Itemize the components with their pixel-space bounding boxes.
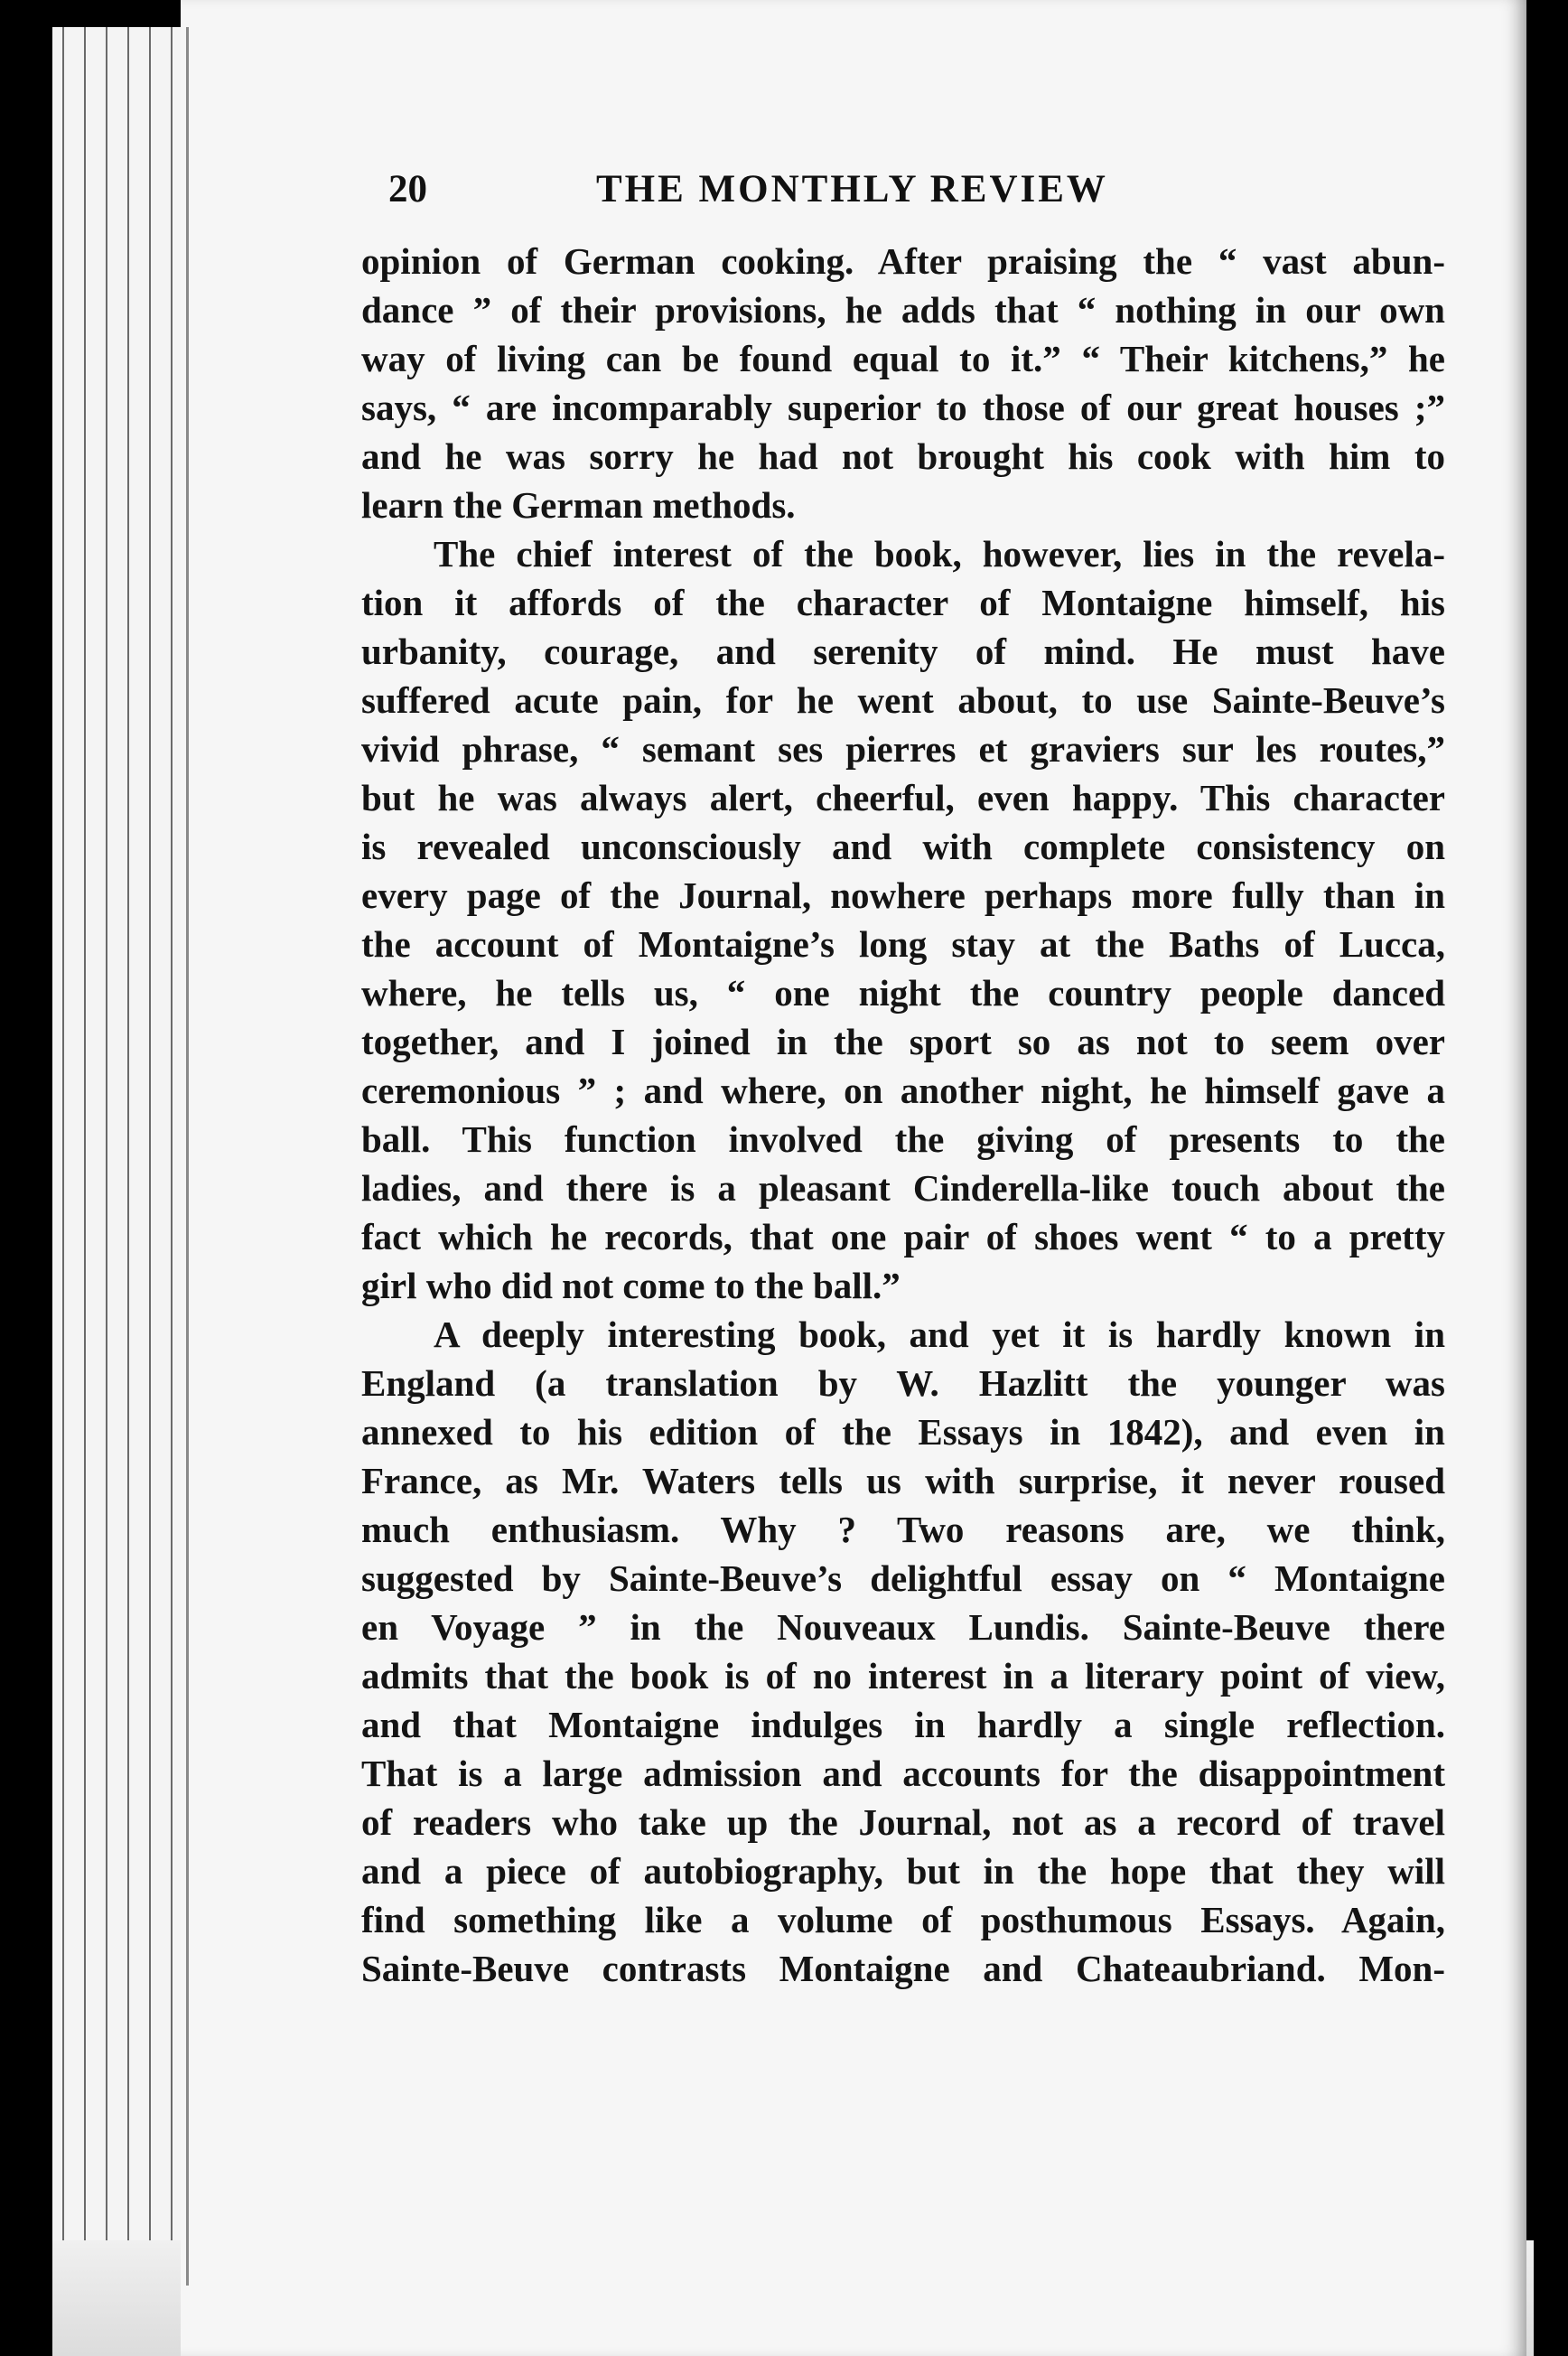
text-line: dance ” of their provisions, he adds that “ nothing in our own [361, 289, 1445, 331]
text-line: urbanity, courage, and serenity of mind. He must have [361, 631, 1445, 672]
text-line: vivid phrase, “ semant ses pierres et graviers sur les routes,” [361, 728, 1445, 770]
text-line: en Voyage ” in the Nouveaux Lundis. Sainte-Beuve there [361, 1606, 1445, 1648]
text-line: ball. This function involved the giving of presents to the [361, 1118, 1445, 1160]
text-line: A deeply interesting book, and yet it is hardly known in [434, 1314, 1445, 1355]
text-line: and that Montaigne indulges in hardly a single reflection. [361, 1704, 1445, 1745]
text-line: much enthusiasm. Why ? Two reasons are, we think, [361, 1509, 1445, 1550]
text-line: fact which he records, that one pair of shoes went “ to a pretty [361, 1216, 1445, 1257]
text-line: Sainte-Beuve contrasts Montaigne and Chateaubriand. Mon- [361, 1948, 1445, 1989]
text-line: learn the German methods. [361, 484, 796, 526]
text-line: annexed to his edition of the Essays in 1842), and even in [361, 1411, 1445, 1453]
text-line: ceremonious ” ; and where, on another night, he himself gave a [361, 1070, 1445, 1111]
page-header [388, 167, 1454, 230]
text-line: says, “ are incomparably superior to those of our great houses ;” [361, 387, 1445, 428]
text-line: the account of Montaigne’s long stay at the Baths of Lucca, [361, 923, 1445, 965]
text-line: and he was sorry he had not brought his cook with him to [361, 435, 1445, 477]
text-line: way of living can be found equal to it.” “ Their kitchens,” he [361, 338, 1445, 379]
text-line: The chief interest of the book, however, lies in the revela- [434, 533, 1445, 575]
text-line: tion it affords of the character of Montaigne himself, his [361, 582, 1445, 623]
text-line: suggested by Sainte-Beuve’s delightful essay on “ Montaigne [361, 1557, 1445, 1599]
text-line: of readers who take up the Journal, not as a record of travel [361, 1801, 1445, 1843]
text-line: find something like a volume of posthumous Essays. Again, [361, 1899, 1445, 1940]
running-title: THE MONTHLY REVIEW [596, 168, 1108, 210]
text-line: but he was always alert, cheerful, even happy. This character [361, 777, 1445, 818]
text-line: and a piece of autobiography, but in the hope that they will [361, 1850, 1445, 1892]
page-number: 20 [388, 168, 427, 210]
text-line: France, as Mr. Waters tells us with surprise, it never roused [361, 1460, 1445, 1501]
text-line: where, he tells us, “ one night the country people danced [361, 972, 1445, 1014]
text-line: together, and I joined in the sport so as not to seem over [361, 1021, 1445, 1062]
text-line: admits that the book is of no interest in a literary point of view, [361, 1655, 1445, 1697]
text-line: ladies, and there is a pleasant Cinderella-like touch about the [361, 1167, 1445, 1209]
body-text [361, 237, 1445, 1993]
text-line: is revealed unconsciously and with complete consistency on [361, 826, 1445, 867]
text-line: every page of the Journal, nowhere perhaps more fully than in [361, 874, 1445, 916]
text-line: suffered acute pain, for he went about, to use Sainte-Beuve’s [361, 679, 1445, 721]
text-line: England (a translation by W. Hazlitt the younger was [361, 1362, 1445, 1404]
text-line: opinion of German cooking. After praising the “ vast abun- [361, 240, 1445, 282]
text-line: girl who did not come to the ball.” [361, 1265, 901, 1306]
gutter-line [186, 27, 189, 2286]
text-line: That is a large admission and accounts for the disappointment [361, 1753, 1445, 1794]
